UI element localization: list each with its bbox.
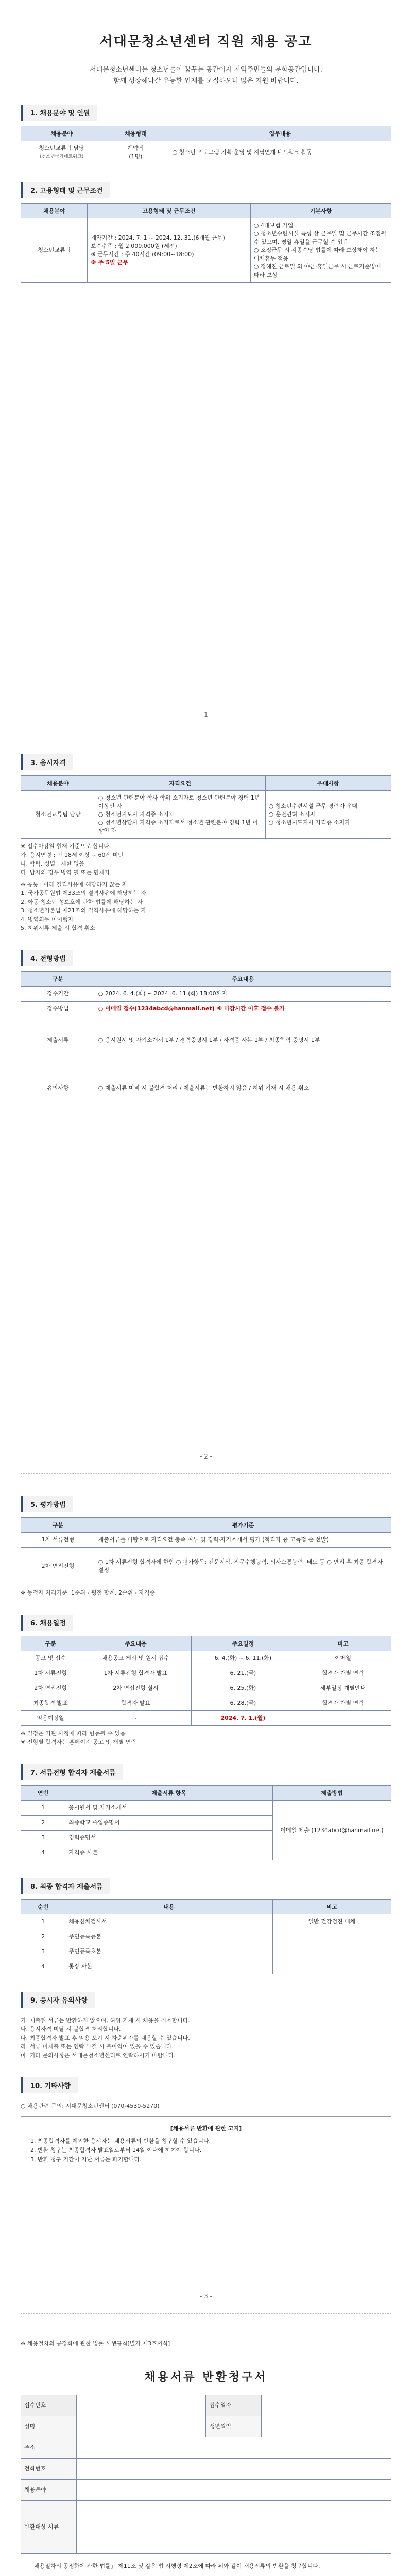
cell: 응시원서 및 자기소개서 (65, 1801, 273, 1816)
note-line: ○ 채용관련 문의: 서대문청소년센터 (070-4530-5270) (21, 2103, 160, 2109)
page-number: - 2 - (200, 1453, 212, 1460)
cell: 주민등록등본 (65, 1929, 273, 1944)
section-heading: 1. 채용분야 및 인원 (21, 105, 97, 121)
section-heading: 10. 기타사항 (21, 2077, 78, 2093)
table-header: 주요일정 (191, 1636, 295, 1651)
table-header: 채용분야 (21, 126, 102, 141)
form-label: 주소 (21, 2437, 77, 2459)
cell: ※ 근무시간 : 주 40시간 (09:00~18:00) (91, 251, 194, 258)
cell: (청소년국가네트워크) (39, 154, 84, 159)
cell: 합격자 발표 (80, 1696, 192, 1711)
table-header: 연번 (21, 1786, 65, 1801)
cell: 채용신체검사서 (65, 1914, 273, 1929)
table-header: 비고 (272, 1900, 391, 1914)
page-number: - 3 - (200, 2293, 212, 2300)
cell: 계약직 (127, 145, 144, 151)
cell: 2차 면접전형 (21, 1548, 95, 1585)
cell: ○ 조정근무 시 각종수당 법률에 따라 보상해야 하는 대체휴무 적용 (253, 247, 381, 262)
cell: 보수수준 : 월 2,000,000원 (세전) (91, 243, 177, 249)
table-row (21, 791, 391, 839)
cell: ○ 청소년지도사 자격증 소지자 (98, 811, 175, 818)
section-heading: 2. 고용형태 및 근무조건 (21, 182, 110, 198)
table-header: 우대사항 (265, 776, 391, 791)
table-row (21, 1548, 391, 1585)
note-line: 라. 서류 미제출 또는 연락 두절 시 불이익이 있을 수 있습니다. (21, 2043, 174, 2050)
note-line: ※ 일정은 기관 사정에 따라 변동될 수 있음 (21, 1730, 126, 1737)
cell: 최종학교 졸업증명서 (65, 1816, 273, 1831)
cell: 주민등록초본 (65, 1944, 273, 1959)
cell: (1명) (129, 153, 143, 160)
form-statement: 「채용절차의 공정화에 관한 법률」 제11조 및 같은 법 시행령 제2조에 따라 위와 같이 채용서류의 반환을 청구합니다. (28, 2563, 320, 2569)
table-row (21, 141, 391, 164)
cell: 1 (21, 1914, 65, 1929)
form-field[interactable] (76, 2480, 391, 2501)
evaluation-table (21, 1517, 391, 1585)
cell: 임용예정일 (21, 1711, 80, 1726)
cell: 채용공고 게시 및 원서 접수 (80, 1651, 192, 1666)
table-header: 업무내용 (169, 126, 391, 141)
note-line: 3. 반환 청구 기간이 지난 서류는 파기합니다. (30, 2156, 142, 2163)
table-header: 주요내용 (80, 1636, 192, 1651)
note-line: 가. 제출된 서류는 반환하지 않으며, 허위 기재 시 채용을 취소합니다. (21, 2017, 190, 2024)
table-row (21, 1666, 391, 1681)
cell: 3 (21, 1944, 65, 1959)
form-field[interactable] (76, 2459, 391, 2480)
note-line: 3. 청소년기본법 제21조의 결격사유에 해당하는 자 (21, 907, 146, 914)
table-header: 고용형태 및 근무조건 (88, 204, 250, 218)
note-line: 나. 학력, 성별 : 제한 없음 (21, 860, 84, 867)
table-row (21, 218, 391, 283)
cell: ○ 청소년 관련분야 학사 학위 소지자로 청소년 관련분야 경력 1년 이상인 자 (98, 794, 260, 809)
cell: 이메일 제출 (1234abcd@hanmail.net) (272, 1801, 391, 1860)
cell: 접수방법 (21, 1002, 95, 1016)
table-header: 구분 (21, 1518, 95, 1533)
notice-title: [채용서류 반환에 관한 고지] (170, 2125, 242, 2132)
section-heading: 3. 응시자격 (21, 754, 73, 770)
table-header: 채용형태 (102, 126, 169, 141)
cell: ○ 2024. 6. 4.(화) ~ 2024. 6. 11.(화) 18:00까지 (95, 987, 391, 1002)
cell: 1차 서류전형 (21, 1533, 95, 1548)
cell: 청소년교류팀 담당 (21, 791, 95, 839)
cell: 6. 21.(금) (191, 1666, 295, 1681)
cell: 2 (21, 1816, 65, 1831)
cell (272, 1944, 391, 1959)
notice-box (21, 2116, 391, 2172)
table-row (21, 1681, 391, 1696)
cell: ○ 청소년수련시설 특성 상 근무일 및 근무시간 조정될 수 있으며, 평일 휴일을 근무할 수 있음 (253, 230, 386, 245)
form-label: 반환대상 서류 (21, 2501, 77, 2554)
cell: ○ 4대보험 가입 (253, 222, 294, 229)
table-header: 채용분야 (21, 204, 88, 218)
cell (272, 1959, 391, 1974)
cell: 통장 사본 (65, 1959, 273, 1974)
form-title: 채용서류 반환청구서 (144, 2371, 268, 2384)
table-row (21, 1696, 391, 1711)
table-row (21, 1801, 391, 1816)
cell: 유의사항 (21, 1064, 95, 1112)
recruit-table (21, 126, 391, 164)
table-row (21, 1002, 391, 1016)
qualification-notes (21, 842, 391, 933)
note-line: ※ 전형별 합격자는 홈페이지 공고 및 개별 연락 (21, 1739, 136, 1745)
cell: 4 (21, 1959, 65, 1974)
cell: ○ 응시원서 및 자기소개서 1부 / 경력증명서 1부 / 자격증 사본 1부 / 최종학력 증명서 1부 (95, 1016, 391, 1064)
cell (295, 1711, 391, 1726)
form-field[interactable] (262, 2416, 391, 2437)
table-header: 내용 (65, 1900, 273, 1914)
intro (21, 64, 391, 87)
cell: ○ 청소년수련시설 근무 경력자 우대 (268, 803, 357, 809)
final-documents-table (21, 1899, 391, 1974)
cell: 합격자 개별 연락 (295, 1666, 391, 1681)
table-row (21, 1914, 391, 1929)
table-header: 순번 (21, 1900, 65, 1914)
section-heading: 8. 최종 합격자 제출서류 (21, 1878, 110, 1894)
section-heading: 6. 채용일정 (21, 1615, 73, 1631)
cell: 계약기간 : 2024. 7. 1 ~ 2024. 12. 31.(6개월 근무) (91, 234, 225, 241)
cell: 합격자 개별 연락 (295, 1696, 391, 1711)
note-line: 가. 응시연령 : 만 18세 이상 ~ 60세 미만 (21, 852, 124, 858)
table-row (21, 1533, 391, 1548)
table-header: 자격요건 (95, 776, 265, 791)
cell: ○ 청소년시도지사 자격증 소지자 (268, 819, 350, 826)
cell: 경력증명서 (65, 1831, 273, 1845)
note-line: ※ 동점자 처리기준: 1순위 - 평점 합계, 2순위 - 자격증 (21, 1589, 156, 1596)
table-row (21, 1944, 391, 1959)
cell: 세부일정 개별안내 (295, 1681, 391, 1696)
section-heading: 7. 서류전형 합격자 제출서류 (21, 1764, 123, 1780)
cell: 6. 4.(화) ~ 6. 11.(화) (191, 1651, 295, 1666)
table-header: 기본사항 (250, 204, 391, 218)
note-line: 5. 허위서류 제출 시 합격 취소 (21, 925, 95, 931)
table-row (21, 1711, 391, 1726)
cell: 청소년교류팀 담당 (39, 145, 84, 151)
intro-line: 서대문청소년센터는 청소년들이 꿈꾸는 공간이자 지역주민들의 문화공간입니다. (90, 66, 322, 74)
cell: 공고 및 접수 (21, 1651, 80, 1666)
table-row (21, 1929, 391, 1944)
form-field[interactable] (76, 2501, 391, 2554)
process-table (21, 971, 391, 1112)
table-row (21, 1064, 391, 1112)
form-label: 접수일자 (206, 2395, 262, 2416)
conditions-table (21, 203, 391, 283)
note-line: 1. 국가공무원법 제33조의 결격사유에 해당하는 자 (21, 890, 146, 896)
table-header: 평가기준 (95, 1518, 391, 1533)
note-line: 4. 병역의무 미이행자 (21, 916, 74, 923)
note-line: 다. 남자의 경우 병역 필 또는 면제자 (21, 869, 110, 876)
note-line: 다. 최종합격자 발표 후 임용 포기 시 차순위자를 채용할 수 있습니다. (21, 2035, 190, 2041)
footnote: ※ 채용절차의 공정화에 관한 법률 시행규칙[별지 제3호서식] (21, 2340, 170, 2347)
table-row (21, 1651, 391, 1666)
note-line: 1. 최종합격자를 제외한 응시자는 채용서류의 반환을 청구할 수 있습니다. (30, 2138, 211, 2144)
cell: ○ 청소년 프로그램 기획·운영 및 지역연계 네트워크 활동 (169, 141, 391, 164)
form-label: 채용분야 (21, 2480, 77, 2501)
cell: 6. 28.(금) (191, 1696, 295, 1711)
section-heading: 9. 응시자 유의사항 (21, 1992, 95, 2008)
form-field[interactable] (76, 2416, 206, 2437)
cell: 청소년교류팀 (21, 218, 88, 283)
note-line: 나. 응시자격 미달 시 불합격 처리합니다. (21, 2026, 121, 2032)
cell: 자격증 사본 (65, 1845, 273, 1860)
cell: 2차 면접전형 실시 (80, 1681, 192, 1696)
qualification-table (21, 775, 391, 839)
table-header: 구분 (21, 1636, 80, 1651)
cell: 제출서류를 바탕으로 자격요건 충족 여부 및 경력·자기소개서 평가 (적격자 중 고득점 순 선발) (95, 1533, 391, 1548)
cell: ○ 제출서류 미비 시 불합격 처리 / 제출서류는 반환하지 않음 / 허위 기재 시 채용 취소 (95, 1064, 391, 1112)
form-field[interactable] (262, 2395, 391, 2416)
note-line: ※ 접수마감일 현재 기준으로 합니다. (21, 843, 111, 850)
form-field[interactable] (76, 2395, 206, 2416)
table-header: 비고 (295, 1636, 391, 1651)
cell: 제출서류 (21, 1016, 95, 1064)
documents-table (21, 1785, 391, 1860)
cell: 1차 서류전형 (21, 1666, 80, 1681)
note-line: 2. 반환 청구는 최종합격자 발표일로부터 14일 이내에 하여야 합니다. (30, 2147, 202, 2154)
page-number: - 1 - (200, 711, 212, 718)
cell: 2 (21, 1929, 65, 1944)
cell: ○ 청소년상담사 자격증 소지자로서 청소년 관련분야 경력 1년 이상인 자 (98, 819, 259, 834)
cell: 일반 건강검진 대체 (272, 1914, 391, 1929)
cell: 1차 서류전형 합격자 발표 (80, 1666, 192, 1681)
table-header: 주요내용 (95, 972, 391, 987)
cell: 1 (21, 1801, 65, 1816)
cell: 4 (21, 1845, 65, 1860)
cell: 3 (21, 1831, 65, 1845)
form-label: 접수번호 (21, 2395, 77, 2416)
section-heading: 4. 전형방법 (21, 950, 73, 966)
cell: ○ 이메일 접수(1234abcd@hanmail.net) ※ 마감시간 이후 접수 불가 (95, 1002, 391, 1016)
form-label: 생년월일 (206, 2416, 262, 2437)
note-line: 마. 기타 문의사항은 서대문청소년센터로 연락하시기 바랍니다. (21, 2052, 176, 2059)
cell: - (80, 1711, 192, 1726)
table-header: 구분 (21, 972, 95, 987)
form-label: 전화번호 (21, 2459, 77, 2480)
cell: ○ 1차 서류전형 합격자에 한함 ○ 평가항목: 전문지식, 직무수행능력, 의사소통능력, 태도 등 ○ 면접 후 최종 합격자 결정 (95, 1548, 391, 1585)
cell: 최종합격 발표 (21, 1696, 80, 1711)
cell (272, 1929, 391, 1944)
table-row (21, 987, 391, 1002)
cell: 접수기간 (21, 987, 95, 1002)
intro-line: 함께 성장해나갈 유능한 인재를 모집하오니 많은 지원 바랍니다. (113, 77, 299, 85)
table-header: 제출서류 항목 (65, 1786, 273, 1801)
return-form (21, 2395, 391, 2576)
form-label: 성명 (21, 2416, 77, 2437)
note-line: 2. 아동·청소년 성보호에 관한 법률에 해당하는 자 (21, 899, 143, 905)
section-heading: 5. 평가방법 (21, 1496, 73, 1512)
cell: ○ 정해진 근로일 외 야근·휴일근무 시 근로기준법에 따라 보상 (253, 263, 381, 278)
table-header: 채용분야 (21, 776, 95, 791)
cell: 이메일 (295, 1651, 391, 1666)
table-row (21, 1959, 391, 1974)
cell: ○ 운전면허 소지자 (268, 811, 316, 818)
note-line: ※ 공통 : 아래 결격사유에 해당하지 않는 자 (21, 881, 128, 888)
table-row (21, 1016, 391, 1064)
cell: 2차 면접전형 (21, 1681, 80, 1696)
schedule-table (21, 1636, 391, 1726)
cell: 2024. 7. 1.(월) (191, 1711, 295, 1726)
page-title: 서대문청소년센터 직원 채용 공고 (99, 34, 313, 49)
table-header: 제출방법 (272, 1786, 391, 1801)
cell: ※ 주 5일 근무 (91, 259, 128, 266)
cell: 6. 25.(화) (191, 1681, 295, 1696)
form-field[interactable] (76, 2437, 391, 2459)
